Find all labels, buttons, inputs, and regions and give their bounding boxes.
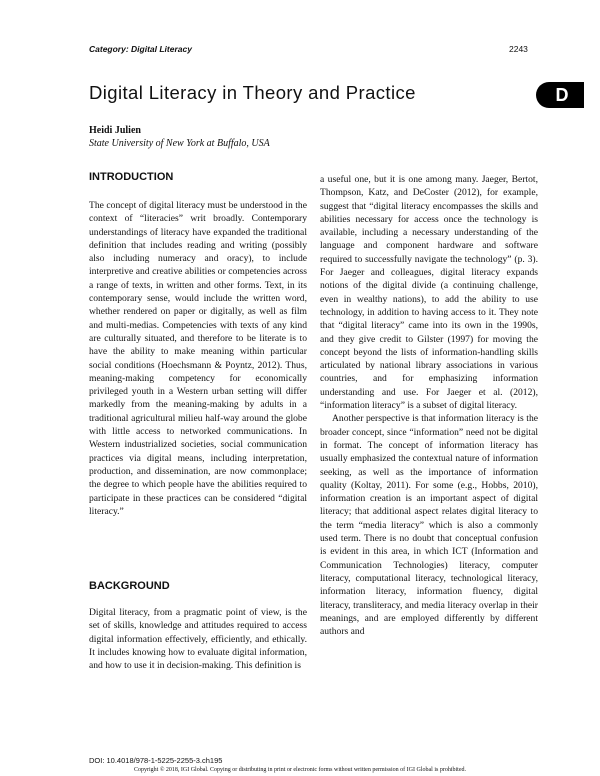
author-name: Heidi Julien <box>89 125 141 136</box>
category-label: Category: Digital Literacy <box>89 44 192 54</box>
author-affiliation: State University of New York at Buffalo, USA <box>89 138 270 149</box>
background-body <box>89 606 307 672</box>
right-paragraph-2: Another perspective is that information literacy is the broader concept, since “information” need not be digital in format. The concept of information literacy has usually emphasized the contextual nature of information seeking, as well as the importance of information quality (Koltay, 2011). For some (e.g., Hobbs, 2010), information creation is an important aspect of digital literacy; that additional aspect relates digital literacy to the term “media literacy” which is also a commonly used term. There is no doubt that conceptual confusion is evident in this area, in which ICT (Information and Communication Technologies) literacy, computer literacy, computational literacy, technological literacy, information literacy, information fluency, digital literacy, transliteracy, and media literacy overlap in their meanings, and are employed differently by different authors and <box>320 413 538 638</box>
introduction-paragraph: The concept of digital literacy must be understood in the context of “literacies” writ broadly. Contemporary understandings of literacy have expanded the traditional definition that includes reading and writing (possibly also including numeracy and oracy), to include interpretive and creative abilities or competencies across a range of texts, in written and other forms. Text, in its contemporary sense, would include the written word, whether rendered on paper or digitally, as well as film and multi-medias. Competencies with texts of any kind are culturally situated, and therefore to be literate is to have the ability to make meaning within particular social conditions (Hoechsmann & Poyntz, 2012). Thus, meaning-making competency for economically privileged youth in a Western urban setting will differ markedly from the meaning-making by adults in a traditional agricultural milieu half-way around the globe with little access to networked communications. In Western industrialized societies, social communication practices via digital means, including interpretation, production, and dissemination, are now commonplace; the degree to which people have the abilities required to participate in these practices can be considered “digital literacy.” <box>89 200 307 517</box>
background-heading: BACKGROUND <box>89 580 170 592</box>
right-paragraph-1: a useful one, but it is one among many. Jaeger, Bertot, Thompson, Katz, and DeCoster (2012), for example, suggest that “digital literacy encompasses the skills and abilities necessary for access once the technology is available, including a necessary understanding of the language and component hardware and software required to successfully navigate the technology” (p. 3). For Jaeger and colleagues, digital literacy expands notions of the digital divide (a continuing challenge, even in wealthy nations), to add the ability to use technology, in addition to having access to it. They note that “digital literacy” came into its own in the 1990s, and they give credit to Gilster (1997) for moving the concept beyond the lists of information-handling skills articulated by national library associations in various countries, and for emphasizing information understanding and use. For Jaeger et al. (2012), “information literacy” is a subset of digital literacy. <box>320 174 538 412</box>
introduction-body <box>89 199 307 518</box>
copyright-notice: Copyright © 2018, IGI Global. Copying or distributing in print or electronic forms without written permission of IGI Global is prohibited. <box>133 767 466 773</box>
section-letter-tab: D <box>536 82 584 108</box>
introduction-heading: INTRODUCTION <box>89 171 174 183</box>
doi-footer: DOI: 10.4018/978-1-5225-2255-3.ch195 <box>89 756 223 765</box>
article-title: Digital Literacy in Theory and Practice <box>89 82 416 103</box>
background-paragraph: Digital literacy, from a pragmatic point of view, is the set of skills, knowledge and attitudes required to access digital information effectively, efficiently, and ethically. It includes knowing how to evaluate digital information, and how to use it in decision-making. This definition is <box>89 607 307 672</box>
page-number: 2243 <box>509 44 528 54</box>
right-column <box>320 173 538 638</box>
